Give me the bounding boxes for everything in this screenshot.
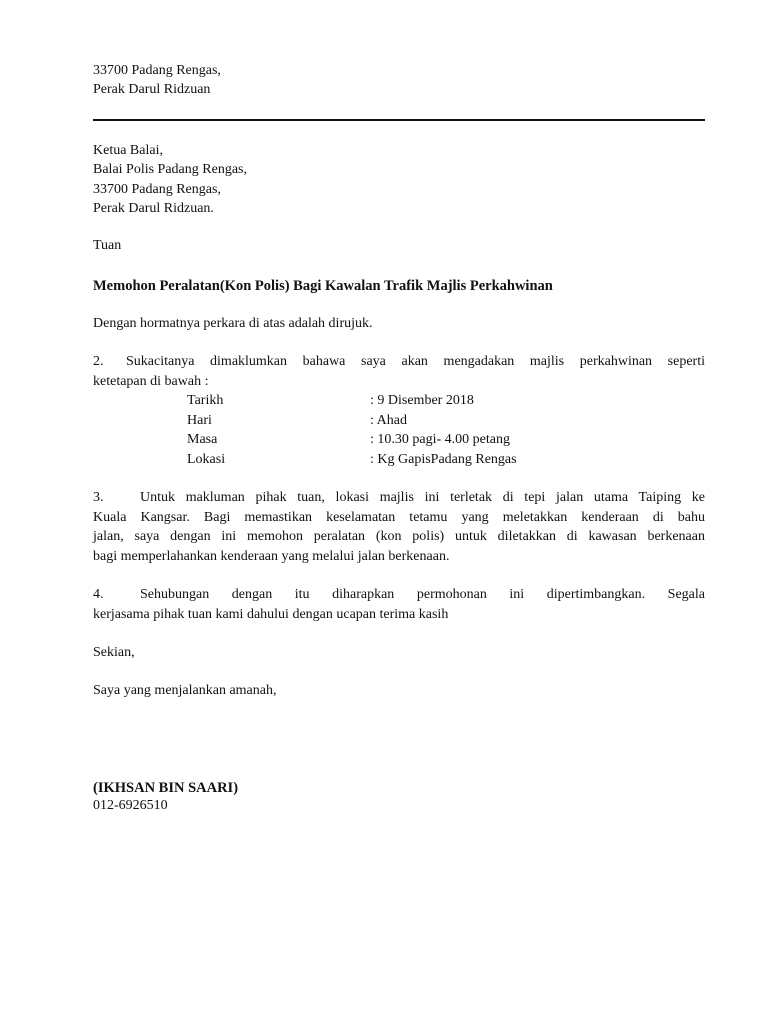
sender-address-line2: Perak Darul Ridzuan xyxy=(93,82,211,97)
detail-value: : Kg GapisPadang Rengas xyxy=(370,451,517,467)
detail-label: Lokasi xyxy=(187,451,226,467)
detail-value: : 10.30 pagi- 4.00 petang xyxy=(370,432,510,447)
sender-address-line1: 33700 Padang Rengas, xyxy=(93,63,221,78)
paragraph-2-number: 2. xyxy=(93,354,104,369)
paragraph-2-line1 xyxy=(93,352,705,372)
paragraph-3 xyxy=(93,488,705,566)
salutation: Tuan xyxy=(93,238,122,253)
opening-sentence: Dengan hormatnya perkara di atas adalah dirujuk. xyxy=(93,316,373,331)
paragraph-4-text1: Sehubungan dengan itu diharapkan permohonan ini dipertimbangkan. Segala xyxy=(140,587,705,602)
detail-label: Tarikh xyxy=(187,393,224,408)
paragraph-2 xyxy=(93,352,705,391)
detail-row-date xyxy=(187,391,607,411)
paragraph-4-line1 xyxy=(93,585,705,605)
event-details xyxy=(187,391,607,469)
paragraph-3-text1: Untuk makluman pihak tuan, lokasi majlis ini terletak di tepi jalan utama Taiping ke xyxy=(140,490,705,505)
recipient-line4: Perak Darul Ridzuan. xyxy=(93,201,214,216)
paragraph-3-line2: Kuala Kangsar. Bagi memastikan keselamatan tetamu yang meletakkan kenderaan di bahu xyxy=(93,509,705,525)
detail-row-time xyxy=(187,430,607,450)
paragraph-3-number: 3. xyxy=(93,490,104,505)
paragraph-3-line3: jalan, saya dengan ini memohon peralatan (kon polis) untuk diletakkan di kawasan berkenaan xyxy=(93,529,705,544)
signatory-phone: 012-6926510 xyxy=(93,798,168,813)
detail-row-location xyxy=(187,450,607,470)
detail-value: : 9 Disember 2018 xyxy=(370,393,474,408)
detail-row-day xyxy=(187,411,607,431)
paragraph-3-line4: bagi memperlahankan kenderaan yang melalui jalan berkenaan. xyxy=(93,548,450,564)
recipient-line3: 33700 Padang Rengas, xyxy=(93,182,221,197)
signatory-name: (IKHSAN BIN SAARI) xyxy=(93,780,239,796)
paragraph-4 xyxy=(93,585,705,624)
detail-value: : Ahad xyxy=(370,412,407,428)
paragraph-2-line2: ketetapan di bawah : xyxy=(93,373,209,389)
closing: Sekian, xyxy=(93,645,135,660)
detail-label: Masa xyxy=(187,432,218,447)
recipient-line1: Ketua Balai, xyxy=(93,143,163,158)
paragraph-4-line2: kerjasama pihak tuan kami dahului dengan ucapan terima kasih xyxy=(93,606,449,622)
paragraph-2-text1: Sukacitanya dimaklumkan bahawa saya akan mengadakan majlis perkahwinan seperti xyxy=(126,354,705,369)
recipient-line2: Balai Polis Padang Rengas, xyxy=(93,162,247,177)
subject-heading: Memohon Peralatan(Kon Polis) Bagi Kawalan Trafik Majlis Perkahwinan xyxy=(93,278,553,294)
closing-line: Saya yang menjalankan amanah, xyxy=(93,683,277,698)
header-divider xyxy=(93,119,705,121)
paragraph-3-line1 xyxy=(93,488,705,508)
detail-label: Hari xyxy=(187,412,212,428)
paragraph-4-number: 4. xyxy=(93,587,104,602)
